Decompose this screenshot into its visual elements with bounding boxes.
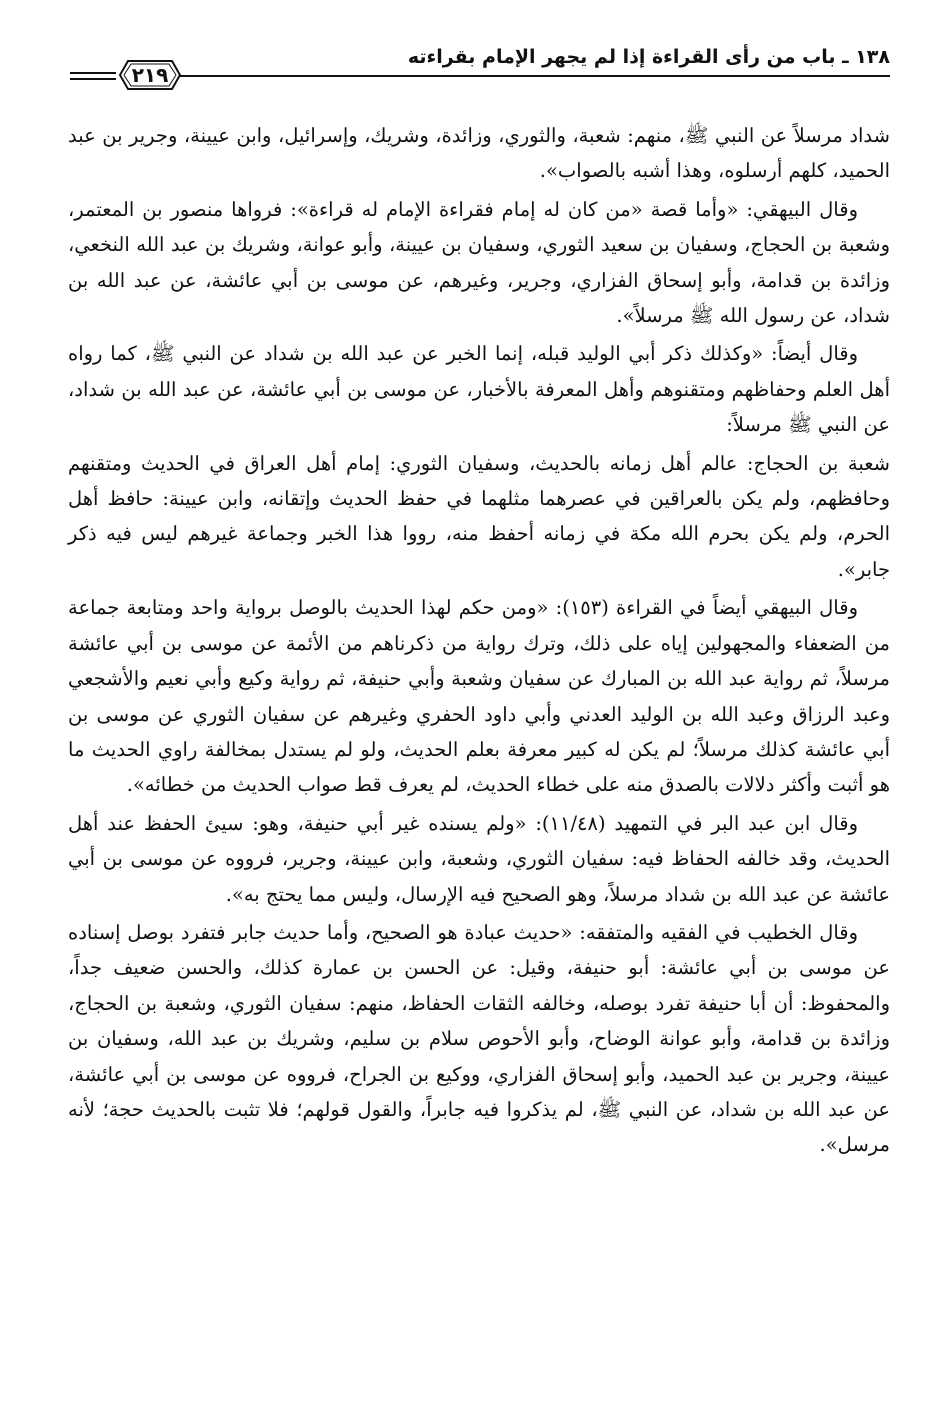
paragraph: شعبة بن الحجاج: عالم أهل زمانه بالحديث، وسفيان الثوري: إمام أهل العراق في الحديث ومتقنهم وحافظهم، ولم يكن بالعراقين في عصرهما مثلهما في حفظ الحديث وإتقانه، وابن عيينة: حافظ أهل الحرم، ولم يكن بحرم الله مكة في زمانه أحفظ منه، رووا هذا الخبر وجماعة غيرهم ليس فيه ذكر جابر».: [68, 451, 890, 581]
paragraph: وقال البيهقي: «وأما قصة «من كان له إمام فقراءة الإمام له قراءة»: فرواها منصور بن المعتمر، وشعبة بن الحجاج، وسفيان بن سعيد الثوري، وسفيان بن عيينة، وأبو عوانة، وشريك بن عبد الله النخعي، وزائدة بن قدامة، وأبو إسحاق الفزاري، وجرير، وغيرهم، عن موسى بن أبي عائشة، عن عبد الله بن شداد، عن رسول الله ﷺ مرسلاً».: [68, 197, 890, 328]
paragraph: وقال الخطيب في الفقيه والمتفقه: «حديث عبادة هو الصحيح، وأما حديث جابر فتفرد بوصل إسناده عن موسى بن أبي عائشة: أبو حنيفة، وقيل: عن الحسن بن عمارة كذلك، والحسن ضعيف جداً، والمحفوظ: أن أبا حنيفة تفرد بوصله، وخالفه الثقات الحفاظ، منهم: سفيان الثوري، وشعبة بن الحجاج، وزائدة بن قدامة، وأبو عوانة الوضاح، وأبو الأحوص سلام بن سليم، وشريك بن عبد الله، وسفيان بن عيينة، وجرير بن عبد الحميد، وأبو إسحاق الفزاري، ووكيع بن الجراح، فرووه عن موسى بن أبي عائشة، عن عبد الله بن شداد، عن النبي ﷺ، لم يذكروا فيه جابراً، والقول قولهم؛ فلا تثبت بالحديث حجة؛ لأنه مرسل».: [68, 920, 890, 1157]
page-number-badge: [118, 58, 182, 92]
paragraph: وقال ابن عبد البر في التمهيد (١١/٤٨): «ولم يسنده غير أبي حنيفة، وهو: سيئ الحفظ عند أهل الحديث، وقد خالفه الحفاظ فيه: سفيان الثوري، وشعبة، وابن عيينة، وجرير، فرووه عن موسى بن أبي عائشة عن عبد الله بن شداد مرسلاً، وهو الصحيح فيه الإرسال، وليس مما يحتج به».: [68, 811, 890, 906]
page-header: [70, 44, 890, 94]
page-number: ٢١٩: [131, 63, 169, 87]
paragraph: وقال البيهقي أيضاً في القراءة (١٥٣): «ومن حكم لهذا الحديث بالوصل برواية واحد ومتابعة جماعة من الضعفاء والمجهولين إياه على ذلك، وترك رواية من ذكرناهم من الأئمة عن موسى بن أبي عائشة مرسلاً، ثم رواية عبد الله بن المبارك عن سفيان وشعبة وأبي حنيفة، ثم رواية وكيع وأبي نعيم والأشجعي وعبد الرزاق وعبد الله بن الوليد العدني وأبي داود الحفري وغيرهم عن سفيان الثوري عن موسى بن أبي عائشة كذلك مرسلاً؛ لم يكن له كبير معرفة بعلم الحديث، ولو لم يستدل بمخالفة راوي الحديث ما هو أثبت وأكثر دلالات بالصدق منه على خطاء الحديث، لم يعرف قط صواب الحديث من خطائه».: [68, 596, 890, 797]
header-rule-right: [180, 75, 890, 77]
header-rule-left-lower: [70, 78, 116, 80]
header-rule-left-upper: [70, 72, 116, 74]
page-body: [68, 118, 890, 1163]
paragraph: وقال أيضاً: «وكذلك ذكر أبي الوليد قبله، إنما الخبر عن عبد الله بن شداد عن النبي ﷺ، كما رواه أهل العلم وحفاظهم ومتقنوهم وأهل المعرفة بالأخبار، عن موسى بن أبي عائشة، عن عبد الله بن شداد، عن النبي ﷺ مرسلاً:: [68, 342, 890, 437]
running-title: ١٣٨ ـ باب من رأى القراءة إذا لم يجهر الإمام بقراءته: [407, 46, 890, 68]
paragraph: شداد مرسلاً عن النبي ﷺ، منهم: شعبة، والثوري، وزائدة، وشريك، وإسرائيل، وابن عيينة، وجرير بن عبد الحميد، كلهم أرسلوه، وهذا أشبه بالصواب».: [68, 124, 890, 183]
